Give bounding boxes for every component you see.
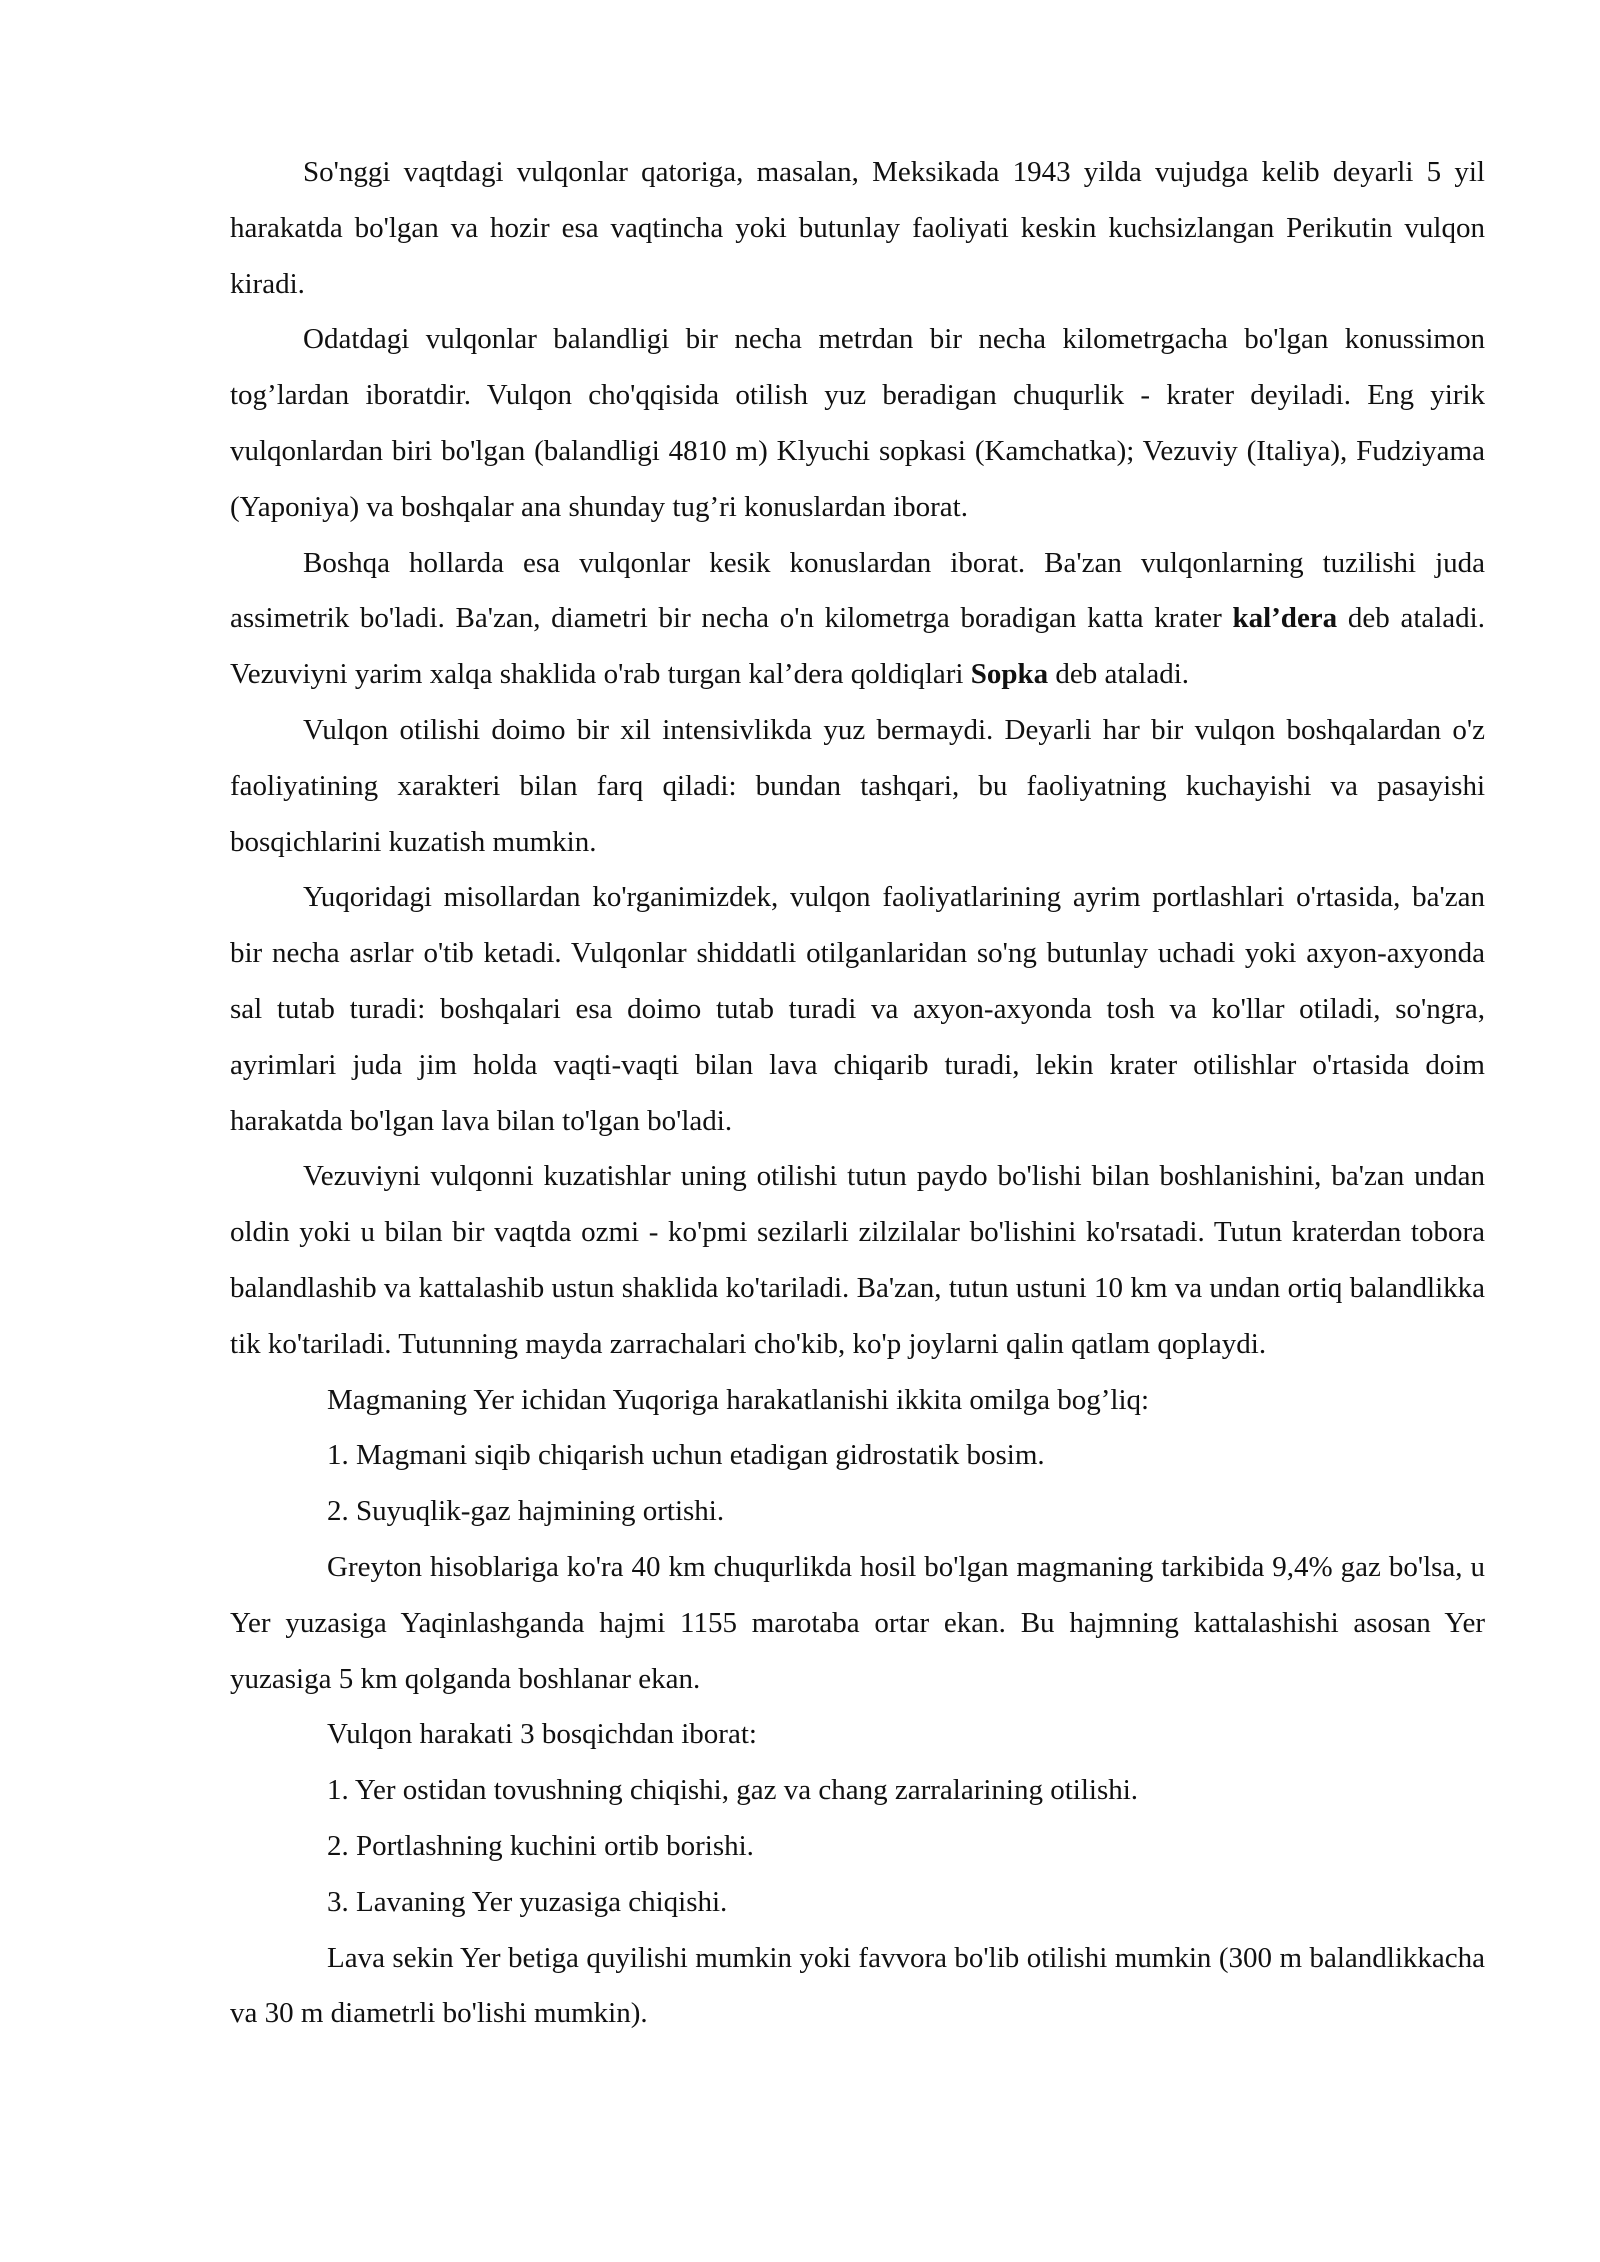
paragraph-magma-factors: Magmaning Yer ichidan Yuqoriga harakatlanishi ikkita omilga bog’liq: [327,1383,1150,1416]
caldera-text-1: Boshqa hollarda esa vulqonlar kesik konuslardan iborat. Ba'zan vulqonlarning tuzilishi juda assimetrik bo'ladi. Ba'zan, diametri bir necha o'n kilometrga boradigan katta krater [230,546,1485,635]
caldera-text-3: deb ataladi. [1048,658,1190,691]
paragraph-greyton: Greyton hisoblariga ko'ra 40 km chuqurlikda hosil bo'lgan magmaning tarkibida 9,4% gaz bo'lsa, u Yer yuzasiga Yaqinlashganda hajmi 1155 marotaba ortar ekan. Bu hajmning kattalashishi asosan Yer yuzasiga 5 km qolganda boshlanar ekan. [230,1550,1485,1695]
paragraph-caldera [230,536,1485,703]
list-item-stage-1: 1. Yer ostidan tovushning chiqishi, gaz va chang zarralarining otilishi. [327,1774,1139,1807]
paragraph-perikutin: So'nggi vaqtdagi vulqonlar qatoriga, masalan, Meksikada 1943 yilda vujudga kelib deyarli 5 yil harakatda bo'lgan va hozir esa vaqtincha yoki butunlay faoliyati keskin kuchsizlangan Perikutin vulqon kiradi. [230,156,1485,300]
caldera-text-2: deb ataladi. Vezuviyni yarim xalqa shaklida o'rab turgan kal’dera qoldiqlari [230,602,1485,691]
paragraph-lava-flow: Lava sekin Yer betiga quyilishi mumkin yoki favvora bo'lib otilishi mumkin (300 m balandlikkacha va 30 m diametrli bo'lishi mumkin). [230,1941,1485,2030]
term-kaldera: kal’dera [1232,602,1338,635]
paragraph-eruption-intensity: Vulqon otilishi doimo bir xil intensivlikda yuz bermaydi. Deyarli har bir vulqon boshqalardan o'z faoliyatining xarakteri bilan farq qiladi: bundan tashqari, bu faoliyatning kuchayishi va pasayishi bosqichlarini kuzatish mumkin. [230,713,1485,858]
list-item-stage-2: 2. Portlashning kuchini ortib borishi. [327,1829,754,1862]
list-item-magma-factor-1: 1. Magmani siqib chiqarish uchun etadigan gidrostatik bosim. [327,1439,1045,1472]
paragraph-vesuvius-observations: Vezuviyni vulqonni kuzatishlar uning otilishi tutun paydo bo'lishi bilan boshlanishini, ba'zan undan oldin yoki u bilan bir vaqtda ozmi - ko'pmi sezilarli zilzilalar bo'lishini ko'rsatadi. Tutun kraterdan tobora balandlashib va kattalashib ustun shaklida ko'tariladi. Ba'zan, tutun ustuni 10 km va undan ortiq balandlikka tik ko'tariladi. Tutunning mayda zarrachalari cho'kib, ko'p joylarni qalin qatlam qoplaydi. [230,1160,1485,1360]
term-sopka: Sopka [970,658,1049,691]
paragraph-volcano-height: Odatdagi vulqonlar balandligi bir necha metrdan bir necha kilometrgacha bo'lgan konussimon tog’lardan iboratdir. Vulqon cho'qqisida otilish yuz beradigan chuqurlik - krater deyiladi. Eng yirik vulqonlardan biri bo'lgan (balandligi 4810 m) Klyuchi sopkasi (Kamchatka); Vezuviy (Italiya), Fudziyama (Yaponiya) va boshqalar ana shunday tug’ri konuslardan iborat. [230,323,1485,523]
paragraph-eruption-intervals: Yuqoridagi misollardan ko'rganimizdek, vulqon faoliyatlarining ayrim portlashlari o'rtasida, ba'zan bir necha asrlar o'tib ketadi. Vulqonlar shiddatli otilganlaridan so'ng butunlay uchadi yoki axyon-axyonda sal tutab turadi: boshqalari esa doimo tutab turadi va axyon-axyonda tosh va ko'llar otiladi, so'ngra, ayrimlari juda jim holda vaqti-vaqti bilan lava chiqarib turadi, lekin krater otilishlar o'rtasida doim harakatda bo'lgan lava bilan to'lgan bo'ladi. [230,881,1485,1137]
list-item-magma-factor-2: 2. Suyuqlik-gaz hajmining ortishi. [327,1495,725,1528]
paragraph-stages-intro: Vulqon harakati 3 bosqichdan iborat: [327,1718,757,1751]
list-item-stage-3: 3. Lavaning Yer yuzasiga chiqishi. [327,1885,728,1918]
document-page [230,145,1485,2042]
